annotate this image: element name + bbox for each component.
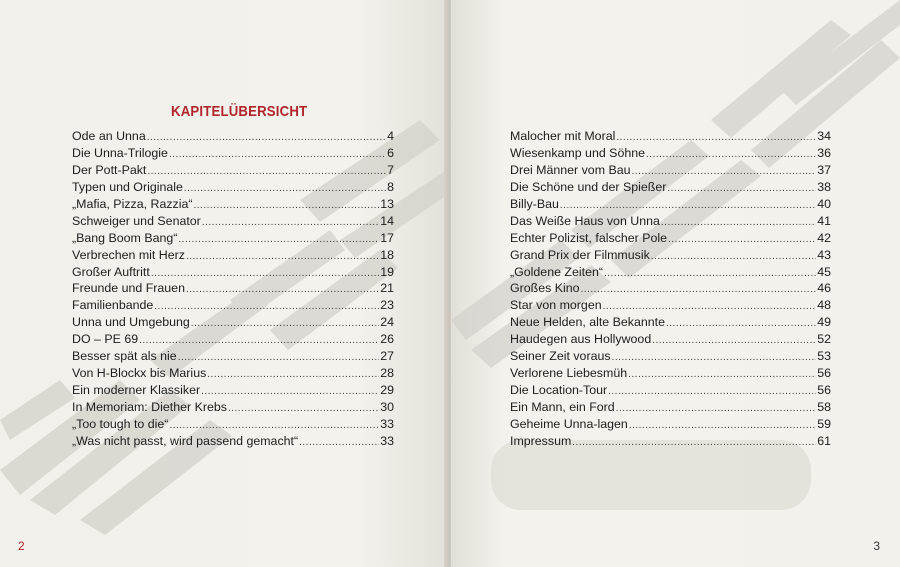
toc-entry-page: 59 (817, 416, 831, 431)
toc-dot-leader (616, 403, 817, 414)
toc-entry-page: 52 (817, 332, 831, 347)
toc-dot-leader (612, 352, 817, 363)
toc-dot-leader (572, 437, 816, 448)
toc-entry-title: In Memoriam: Diether Krebs (72, 400, 227, 414)
toc-entry-title: Haudegen aus Hollywood (510, 332, 652, 347)
toc-entry-page: 43 (817, 247, 831, 262)
page-number-right: 3 (873, 539, 880, 553)
toc-entry (72, 281, 394, 298)
toc-dot-leader (629, 420, 816, 431)
toc-dot-leader (191, 318, 379, 329)
toc-entry-page: 42 (817, 230, 831, 245)
toc-entry (510, 315, 831, 332)
toc-dot-leader (178, 234, 379, 245)
toc-entry-page: 61 (817, 433, 831, 448)
toc-entry (72, 214, 394, 231)
toc-entry (510, 265, 831, 282)
toc-dot-leader (632, 166, 817, 177)
toc-entry-title: Besser spät als nie (72, 349, 177, 364)
toc-entry (510, 332, 831, 349)
toc-right-column (510, 129, 831, 451)
toc-entry (510, 383, 831, 400)
toc-dot-leader (139, 335, 379, 346)
toc-entry (510, 281, 831, 298)
toc-entry-page: 34 (817, 129, 831, 143)
toc-dot-leader (207, 369, 379, 380)
toc-entry (510, 214, 831, 231)
toc-entry (72, 315, 394, 332)
toc-entry (72, 383, 394, 400)
toc-entry-title: DO – PE 69 (72, 332, 139, 347)
toc-entry (510, 129, 831, 146)
toc-dot-leader (661, 217, 816, 228)
toc-entry (510, 366, 831, 383)
toc-entry-title: Von H-Blockx bis Marius (72, 366, 207, 381)
toc-entry-title: Freunde und Frauen (72, 281, 185, 296)
toc-dot-leader (581, 284, 817, 295)
toc-entry (72, 265, 394, 282)
toc-entry-page: 6 (387, 145, 394, 160)
toc-dot-leader (652, 335, 816, 346)
toc-entry-title: „Bang Boom Bang“ (72, 230, 178, 245)
toc-entry (510, 349, 831, 366)
toc-dot-leader (169, 149, 386, 160)
toc-entry (510, 434, 831, 451)
toc-dot-leader (186, 251, 379, 262)
toc-entry (72, 332, 394, 349)
toc-dot-leader (667, 183, 816, 194)
toc-dot-leader (608, 386, 816, 397)
toc-entry-page: 23 (380, 298, 394, 313)
toc-dot-leader (184, 183, 386, 194)
toc-entry-title: Ein Mann, ein Ford (510, 400, 615, 414)
toc-dot-leader (186, 284, 379, 295)
toc-entry-page: 48 (817, 298, 831, 313)
toc-entry-title: Drei Männer vom Bau (510, 162, 631, 177)
toc-entry (510, 417, 831, 434)
toc-entry (72, 248, 394, 265)
toc-dot-leader (151, 268, 379, 279)
toc-entry-title: „Was nicht passt, wird passend gemacht“ (72, 433, 299, 448)
toc-dot-leader (603, 301, 817, 312)
toc-entry-title: Verlorene Liebesmüh (510, 366, 628, 381)
toc-entry-title: Echter Polizist, falscher Pole (510, 230, 668, 245)
toc-entry-title: Großer Auftritt (72, 264, 150, 279)
toc-entry-title: Grand Prix der Filmmusik (510, 247, 650, 262)
toc-entry-title: Das Weiße Haus von Unna (510, 213, 660, 228)
toc-dot-leader (646, 149, 816, 160)
toc-entry-title: Der Pott-Pakt (72, 162, 147, 177)
toc-entry-page: 41 (817, 213, 831, 228)
toc-entry-page: 37 (817, 162, 831, 177)
toc-dot-leader (666, 318, 816, 329)
toc-entry-title: „Goldene Zeiten“ (510, 264, 603, 279)
left-page (0, 0, 447, 567)
toc-entry-page: 21 (380, 281, 394, 296)
toc-entry (72, 197, 394, 214)
toc-entry-page: 19 (380, 264, 394, 279)
toc-entry-page: 40 (817, 196, 831, 211)
toc-entry-title: Star von morgen (510, 298, 602, 313)
toc-entry-page: 8 (387, 179, 394, 194)
toc-entry (510, 197, 831, 214)
toc-entry-page: 38 (817, 179, 831, 194)
toc-entry-title: Ode an Unna (72, 129, 146, 143)
toc-entry-title: Neue Helden, alte Bekannte (510, 315, 665, 330)
toc-dot-leader (560, 200, 816, 211)
toc-entry (72, 163, 394, 180)
toc-entry (72, 349, 394, 366)
toc-entry-page: 36 (817, 145, 831, 160)
toc-entry-page: 24 (380, 315, 394, 330)
toc-entry-title: Billy-Bau (510, 196, 559, 211)
toc-entry-page: 28 (380, 366, 394, 381)
toc-dot-leader (651, 251, 816, 262)
toc-entry-page: 18 (380, 247, 394, 262)
toc-entry-page: 49 (817, 315, 831, 330)
toc-entry-title: Verbrechen mit Herz (72, 247, 185, 262)
toc-entry-page: 56 (817, 383, 831, 398)
toc-dot-leader (154, 301, 379, 312)
toc-entry-title: Geheime Unna-lagen (510, 416, 628, 431)
toc-entry (72, 417, 394, 434)
toc-entry-title: Impressum (510, 433, 572, 448)
toc-entry-title: Schweiger und Senator (72, 213, 201, 228)
toc-dot-leader (147, 132, 386, 143)
toc-dot-leader (178, 352, 380, 363)
toc-entry-page: 33 (380, 433, 394, 448)
toc-entry (72, 434, 394, 451)
toc-entry-page: 7 (387, 162, 394, 177)
toc-dot-leader (202, 217, 379, 228)
toc-entry-page: 45 (817, 264, 831, 279)
toc-entry-page: 33 (380, 416, 394, 431)
toc-entry-page: 13 (380, 196, 394, 211)
toc-entry (510, 163, 831, 180)
toc-entry-page: 56 (817, 366, 831, 381)
chapter-overview-heading: KAPITELÜBERSICHT (171, 103, 308, 120)
toc-entry (72, 180, 394, 197)
toc-entry-page: 30 (380, 400, 394, 414)
toc-entry-page: 27 (380, 349, 394, 364)
toc-entry-title: Unna und Umgebung (72, 315, 190, 330)
toc-entry-page: 58 (817, 400, 831, 414)
toc-entry-page: 46 (817, 281, 831, 296)
toc-entry (510, 400, 831, 417)
toc-dot-leader (616, 132, 816, 143)
toc-entry-title: Familienbande (72, 298, 154, 313)
toc-dot-leader (628, 369, 816, 380)
toc-entry-title: Die Schöne und der Spießer (510, 179, 667, 194)
toc-entry-title: Wiesenkamp und Söhne (510, 145, 646, 160)
toc-entry (510, 231, 831, 248)
toc-dot-leader (147, 166, 386, 177)
toc-left-column (72, 129, 394, 451)
toc-entry (72, 298, 394, 315)
toc-entry-page: 14 (380, 213, 394, 228)
toc-dot-leader (299, 437, 379, 448)
toc-entry (510, 180, 831, 197)
toc-entry (510, 298, 831, 315)
toc-entry (72, 146, 394, 163)
toc-entry-page: 17 (380, 230, 394, 245)
toc-entry-page: 4 (387, 129, 394, 143)
toc-entry-title: Die Unna-Trilogie (72, 145, 168, 160)
toc-dot-leader (194, 200, 380, 211)
toc-entry-page: 53 (817, 349, 831, 364)
toc-entry-title: „Too tough to die“ (72, 416, 169, 431)
toc-entry (72, 400, 394, 417)
toc-entry (72, 129, 394, 146)
toc-dot-leader (604, 268, 816, 279)
toc-entry-title: Malocher mit Moral (510, 129, 616, 143)
toc-entry (510, 146, 831, 163)
toc-entry-title: Großes Kino (510, 281, 580, 296)
toc-entry (72, 231, 394, 248)
toc-entry (510, 248, 831, 265)
toc-entry-page: 29 (380, 383, 394, 398)
toc-dot-leader (668, 234, 816, 245)
toc-entry-page: 26 (380, 332, 394, 347)
right-page (451, 0, 900, 567)
toc-entry-title: Ein moderner Klassiker (72, 383, 201, 398)
toc-dot-leader (228, 403, 379, 414)
toc-entry (72, 366, 394, 383)
toc-dot-leader (169, 420, 379, 431)
toc-entry-title: Seiner Zeit voraus (510, 349, 611, 364)
toc-entry-title: Die Location-Tour (510, 383, 608, 398)
toc-dot-leader (201, 386, 379, 397)
page-number-left: 2 (18, 539, 25, 553)
toc-entry-title: Typen und Originale (72, 179, 183, 194)
toc-entry-title: „Mafia, Pizza, Razzia“ (72, 196, 193, 211)
